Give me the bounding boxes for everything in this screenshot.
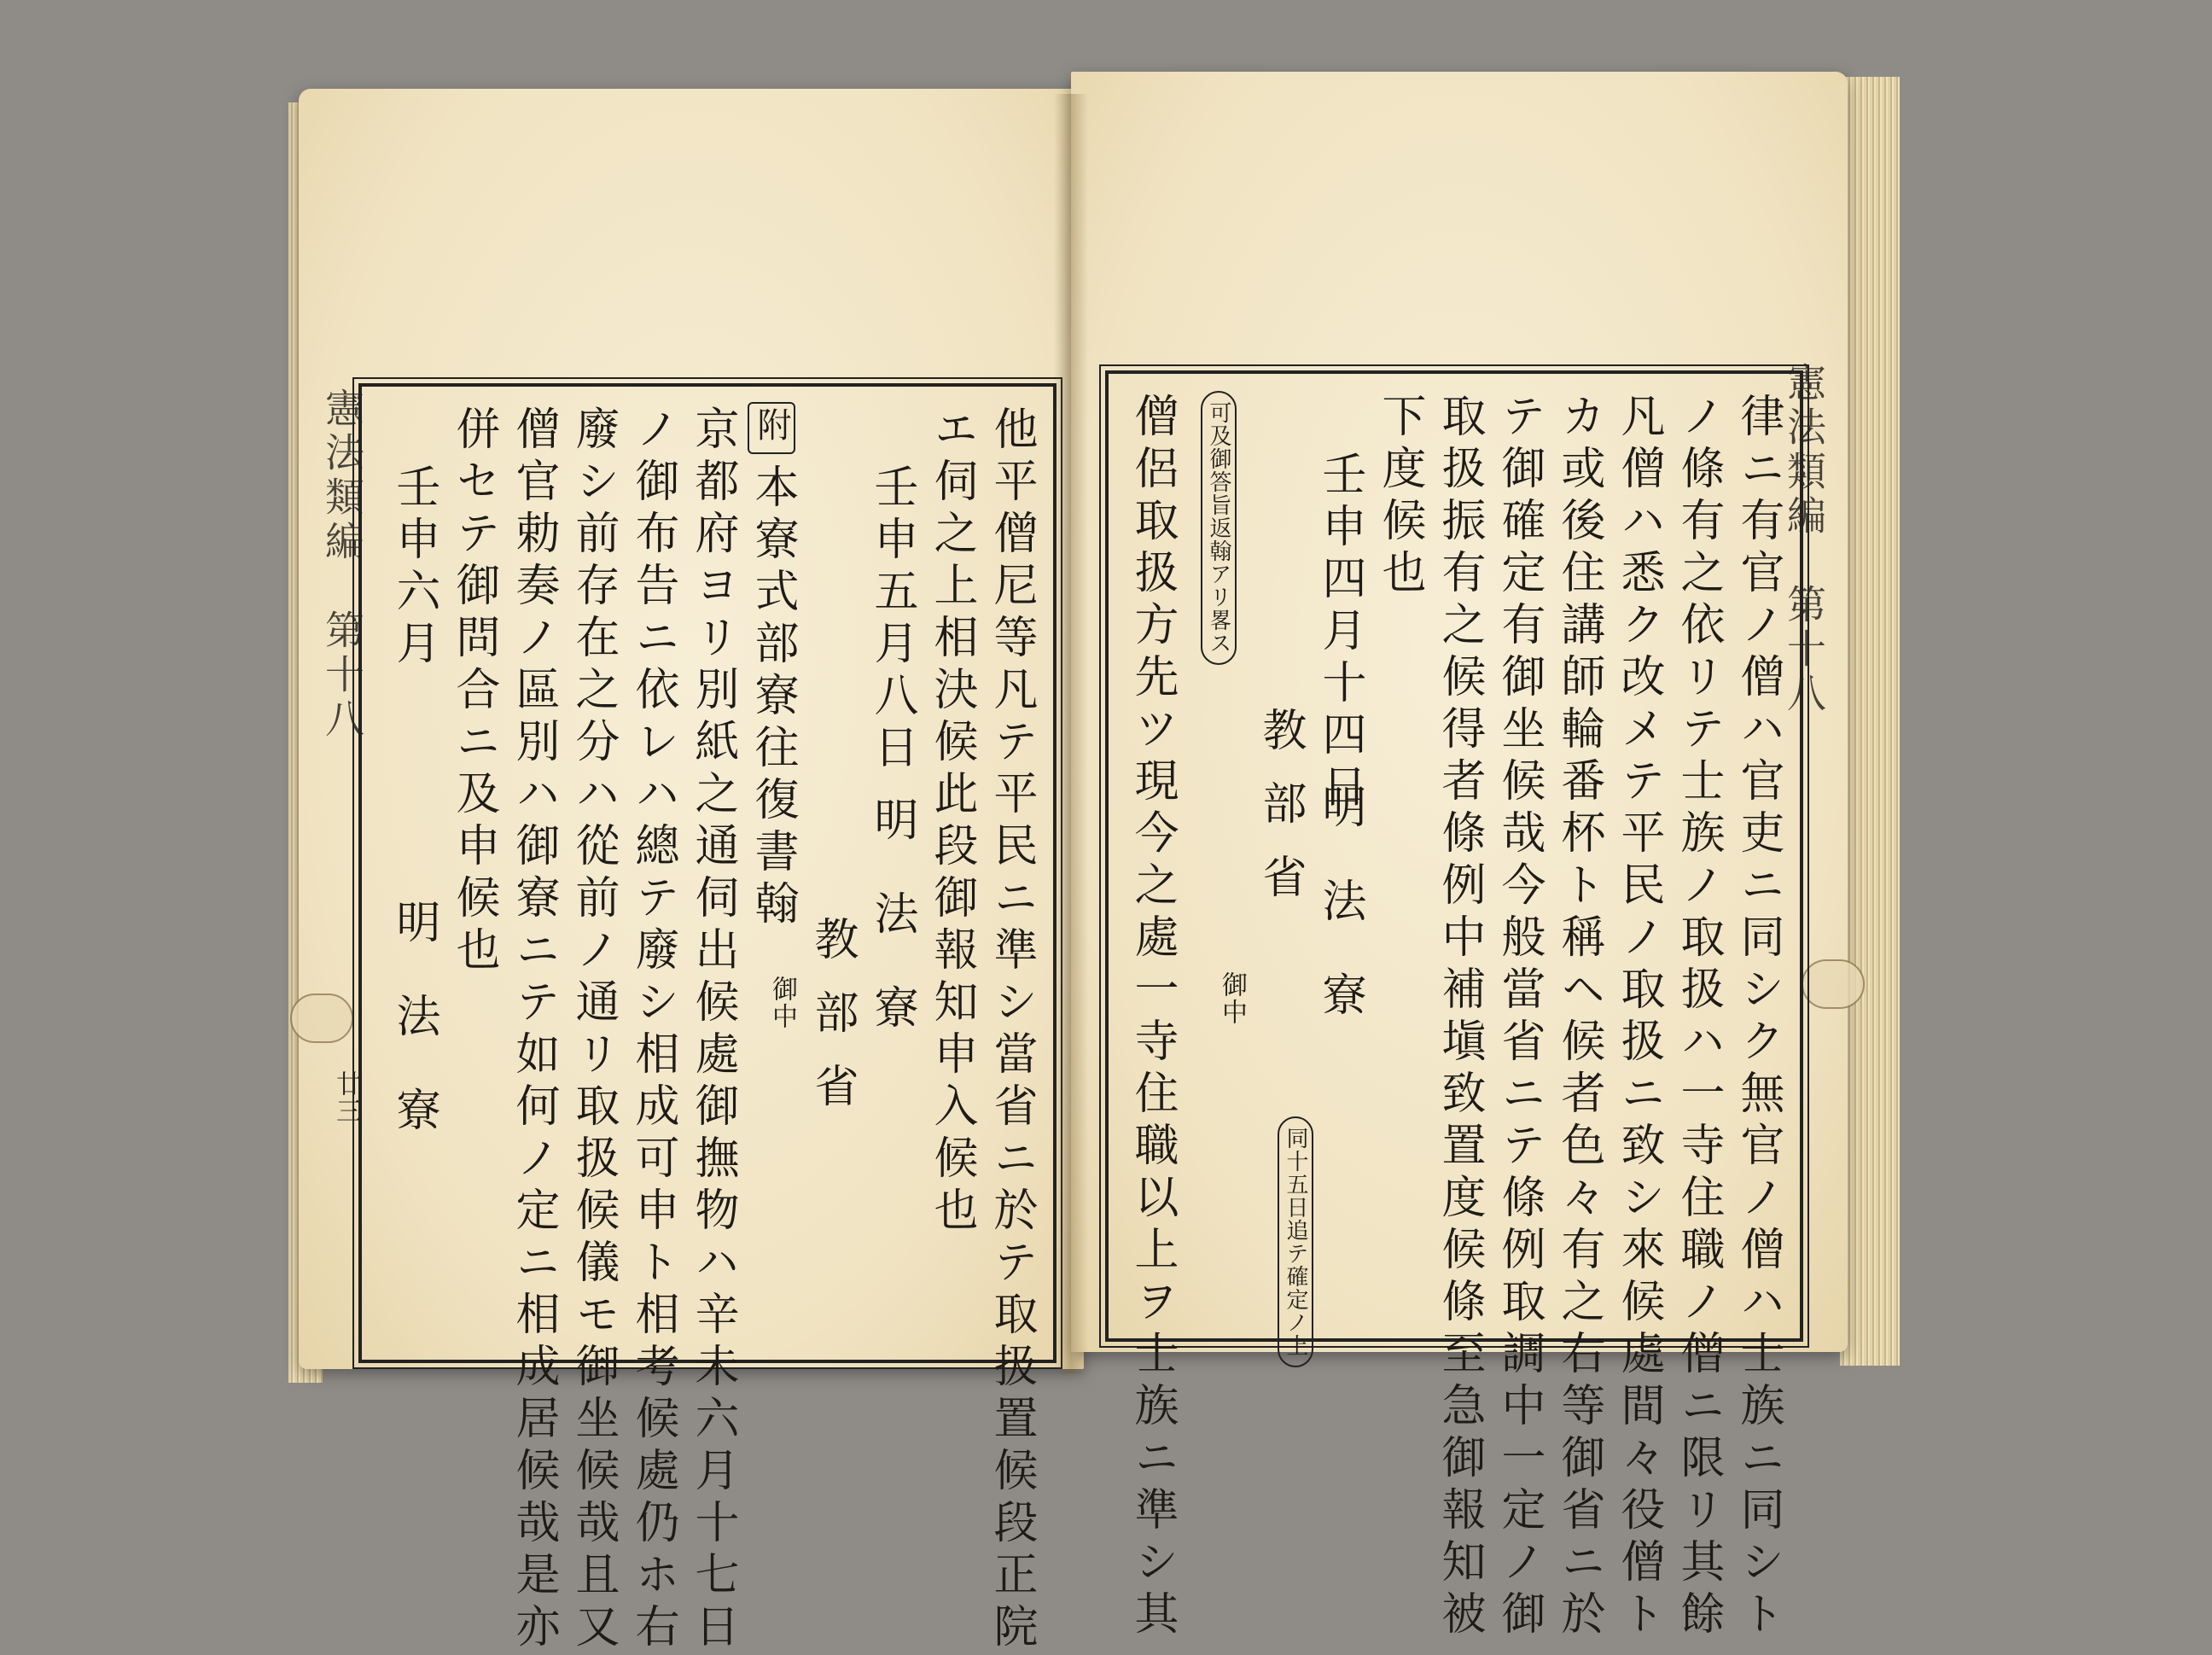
annotation-note: 可及御答旨返翰アリ畧ス	[1201, 391, 1237, 665]
recipient-line: 教部省	[806, 916, 858, 1136]
text-column: 京都府ヨリ別紙之通伺出候處御撫物ハ辛未六月十七日	[687, 405, 738, 1655]
right-page	[1071, 72, 1848, 1642]
appendix-heading: 本寮式部寮往復書翰	[747, 463, 798, 932]
running-title-left: 憲法類編	[319, 388, 365, 565]
sender-line: 明法寮	[866, 796, 917, 1078]
text-column: ノ御布告ニ依レハ總テ廢シ相成可申ト相考候處仍ホ右	[627, 405, 678, 1655]
text-column: 律ニ有官ノ僧ハ官吏ニ同シク無官ノ僧ハ士族ニ同シト	[1732, 393, 1784, 1642]
appendix-tag: 附	[748, 402, 795, 454]
text-frame-left	[358, 383, 1057, 1655]
text-column: ノ條有之依リテ士族ノ取扱ハ一寺住職ノ僧ニ限リ其餘	[1673, 393, 1724, 1642]
text-column: 取扱振有之候得者條例中補塡致置度候條至急御報知被	[1434, 393, 1485, 1642]
honorific-line: 御中	[767, 976, 797, 1030]
volume-label-left: 第十八	[319, 609, 365, 743]
sender-line: 明法寮	[388, 899, 439, 1180]
text-column: 僧侶取扱方先ツ現今之處一寺住職以上ヲ士族ニ準シ其	[1126, 393, 1178, 1642]
recipient-line: 教部省	[1254, 707, 1306, 927]
honorific-line: 御中	[1217, 971, 1247, 1026]
book-gutter	[1054, 94, 1088, 1374]
open-book	[282, 60, 1903, 1655]
text-column: 凡僧ハ悉ク改メテ平民ノ取扱ニ致シ來候處間々役僧ト	[1613, 393, 1664, 1642]
annotation-note: 同十五日追テ確定ノ上	[1278, 1116, 1313, 1367]
left-page	[299, 89, 1084, 1655]
page-edges-right	[1840, 77, 1900, 1366]
text-column: 下度候也	[1374, 393, 1425, 601]
page-number: 廿三	[331, 1070, 361, 1125]
running-title-right: 憲法類編	[1781, 362, 1827, 539]
page-tab-marker	[1802, 959, 1865, 1009]
text-column: 他平僧尼等凡テ平民ニ準シ當省ニ於テ取扱置候段正院	[986, 405, 1037, 1655]
volume-label-right: 第十八	[1781, 584, 1827, 717]
text-column: エ伺之上相決候此段御報知申入候也	[926, 405, 977, 1238]
text-column: 廢シ前存在之分ハ從前ノ通リ取扱候儀モ御坐候哉且又	[568, 405, 619, 1655]
text-column: カ或後住講師輪番杯ト稱ヘ候者色々有之右等御省ニ於	[1553, 393, 1604, 1642]
sender-line: 明法寮	[1314, 784, 1365, 1065]
text-column: 僧官勅奏ノ區別ハ御寮ニテ如何ノ定ニ相成居候哉是亦	[508, 405, 559, 1655]
text-frame-right	[1105, 370, 1803, 1642]
text-column: 併セテ御問合ニ及申候也	[448, 405, 499, 978]
page-tab-marker	[290, 994, 353, 1043]
date-line: 壬申五月八日	[866, 463, 917, 776]
date-line: 壬申六月	[388, 463, 439, 672]
date-line: 壬申四月十四日	[1314, 451, 1365, 815]
text-column: テ御確定有御坐候哉今般當省ニテ條例取調中一定ノ御	[1493, 393, 1545, 1642]
